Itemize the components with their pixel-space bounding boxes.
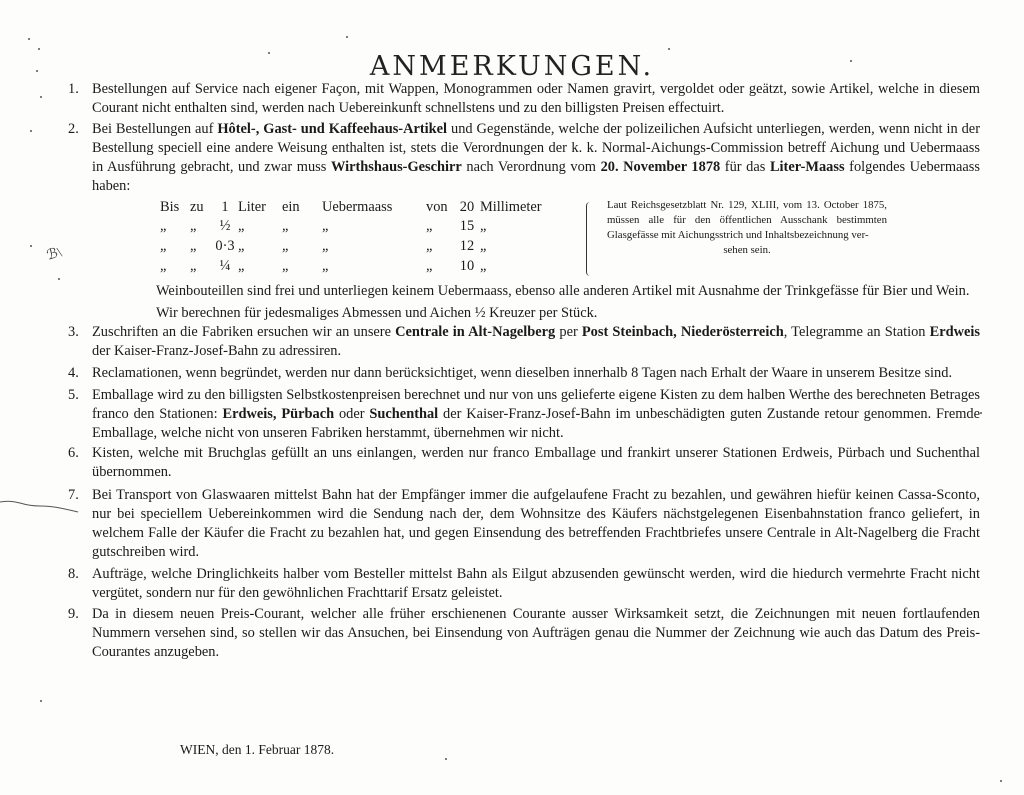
curly-brace bbox=[586, 202, 595, 276]
scan-speck bbox=[40, 96, 42, 98]
table-row: „ „ ¼ „ „ „ „ 10 „ bbox=[160, 257, 487, 274]
table-row: „ „ ½ „ „ „ „ 15 „ bbox=[160, 218, 487, 235]
overmeasure-table bbox=[160, 198, 566, 277]
item-number: 2. bbox=[68, 121, 79, 138]
scan-speck bbox=[980, 412, 982, 414]
item-text: Emballage wird zu den billigsten Selbstkostenpreisen berechnet und nur von uns gelieferte eigene Kisten zu dem halben Werthe des berechneten Betrages franco den Stationen: Erdweis, Pürbach oder Suchenthal der Kaiser-Franz-Josef-Bahn im unbeschädigten guten Zustande retour genommen. Fremde Emballage, welche nicht von unseren Fabriken herstammt, übernehmen wir nicht. bbox=[92, 387, 980, 442]
notes-list bbox=[62, 80, 980, 663]
item-number: 8. bbox=[68, 565, 79, 582]
scan-speck bbox=[1000, 780, 1002, 782]
note-item-1 bbox=[62, 80, 980, 118]
overmeasure-table-block bbox=[62, 198, 980, 282]
scan-speck bbox=[30, 245, 32, 247]
note-item-9 bbox=[62, 605, 980, 662]
item-number: 4. bbox=[68, 364, 79, 381]
scan-speck bbox=[346, 36, 348, 38]
table-row: „ „ 0·3 „ „ „ „ 12 „ bbox=[160, 238, 487, 255]
note-item-4 bbox=[62, 364, 980, 383]
page-title: ANMERKUNGEN. bbox=[369, 51, 655, 83]
scan-speck bbox=[28, 38, 30, 40]
scan-speck bbox=[445, 758, 447, 760]
scan-speck bbox=[30, 130, 32, 132]
note-item-7 bbox=[62, 486, 980, 562]
scan-speck bbox=[38, 48, 40, 50]
note-item-5 bbox=[62, 386, 980, 443]
item-number: 3. bbox=[68, 323, 79, 340]
item-number: 5. bbox=[68, 387, 79, 404]
item-text: Zuschriften an die Fabriken ersuchen wir an unsere Centrale in Alt-Nagelberg per Post Steinbach, Niederösterreich, Telegramme an Station Erdweis der Kaiser-Franz-Josef-Bahn zu adressiren. bbox=[92, 323, 980, 359]
item-text: Bei Transport von Glaswaaren mittelst Bahn hat der Empfänger immer die aufgelaufene Fracht zu bezahlen, und gewähren hiefür keinen Cassa-Sconto, nur bei speciellem Uebereinkommen wird die Sendung nach der, dem Wohnsitze des Käufers nächstgelegenen Eisenbahnstation franco geliefert, in welchem Falle der Käufer die Fracht zu bezahlen hat, und gegen Einsendung des betreffenden Frachtbriefes unsere Centrale in Alt-Nagelberg die Fracht gutschreiben wird. bbox=[92, 486, 980, 560]
item-text: Aufträge, welche Dringlichkeits halber vom Besteller mittelst Bahn als Eilgut abzusenden gewünscht werden, wird die hiedurch vermehrte Fracht nicht vergütet, sondern nur für den gewöhnlichen Frachttarif Ersatz geleistet. bbox=[92, 565, 980, 601]
note-item-3 bbox=[62, 323, 980, 361]
item-text: Kisten, welche mit Bruchglas gefüllt an uns einlangen, werden nur franco Emballage und frankirt unserer Stationen Erdweis, Pürbach und Suchenthal übernommen. bbox=[92, 445, 980, 481]
item-number: 9. bbox=[68, 606, 79, 623]
wine-bottles-paragraph: Weinbouteillen sind frei und unterliegen keinem Uebermaass, ebenso alle anderen Artikel mit Ausnahme der Trinkgefässe für Bier und Wein. bbox=[156, 282, 970, 299]
note-item-8 bbox=[62, 565, 980, 603]
item-number: 7. bbox=[68, 486, 79, 503]
place-and-date: WIEN, den 1. Februar 1878. bbox=[180, 742, 335, 757]
item-text: Reclamationen, wenn begründet, werden nur dann berücksichtiget, wenn dieselben innerhalb 8 Tagen nach Erhalt der Waare in unserem Besitze sind. bbox=[92, 364, 953, 381]
item-number: 6. bbox=[68, 445, 79, 462]
note-item-2 bbox=[62, 120, 980, 196]
item-text: Da in diesem neuen Preis-Courant, welcher alle früher erschienenen Courante ausser Wirksamkeit setzt, die Zeichnungen mit neuen fortlaufenden Nummern versehen sind, so stellen wir das Ansuchen, bei Einsendung von Aufträgen genau die Nummer der Zeichnung wie auch das Datum des Preis-Courantes anzugeben. bbox=[92, 606, 980, 661]
item-number: 1. bbox=[68, 81, 79, 97]
legal-side-note: Laut Reichsgesetzblatt Nr. 129, XLIII, vom 13. October 1875, müssen alle für den öffentlichen Ausschank bestimmten Glasgefässe mit Aichungsstrich und Inhaltsbezeichnung ver- sehen sein. bbox=[607, 198, 887, 257]
ink-smudge: ℬ\ bbox=[45, 245, 64, 264]
item-text: Bei Bestellungen auf Hôtel-, Gast- und Kaffeehaus-Artikel und Gegenstände, welche der polizeilichen Aufsicht unterliegen, werden, wenn nicht in der Bestellung speciell eine andere Weisung enthalten ist, stets die Verordnungen der k. k. Normal-Aichungs-Commission betreff Aichung und Uebermaass in Ausführung gebracht, und zwar muss Wirthshaus-Geschirr nach Verordnung vom 20. November 1878 für das Liter-Maass folgendes Uebermaass haben: bbox=[92, 121, 981, 195]
scan-speck bbox=[40, 700, 42, 702]
scan-speck bbox=[58, 278, 60, 280]
scan-speck bbox=[668, 48, 670, 50]
table-row: Bis zu 1 Liter ein Uebermaass von 20 Millimeter bbox=[160, 198, 542, 215]
calibration-fee-paragraph: Wir berechnen für jedesmaliges Abmessen und Aichen ½ Kreuzer per Stück. bbox=[156, 304, 598, 321]
note-item-6 bbox=[62, 444, 980, 482]
item-text: Bestellungen auf Service nach eigener Façon, mit Wappen, Monogrammen oder Namen gravirt, vergoldet oder geätzt, sowie Artikel, welche in diesem Courant nicht enthalten sind, werden nach Uebereinkunft schnellstens und zu den billigsten Preisen effectuirt. bbox=[92, 81, 980, 117]
